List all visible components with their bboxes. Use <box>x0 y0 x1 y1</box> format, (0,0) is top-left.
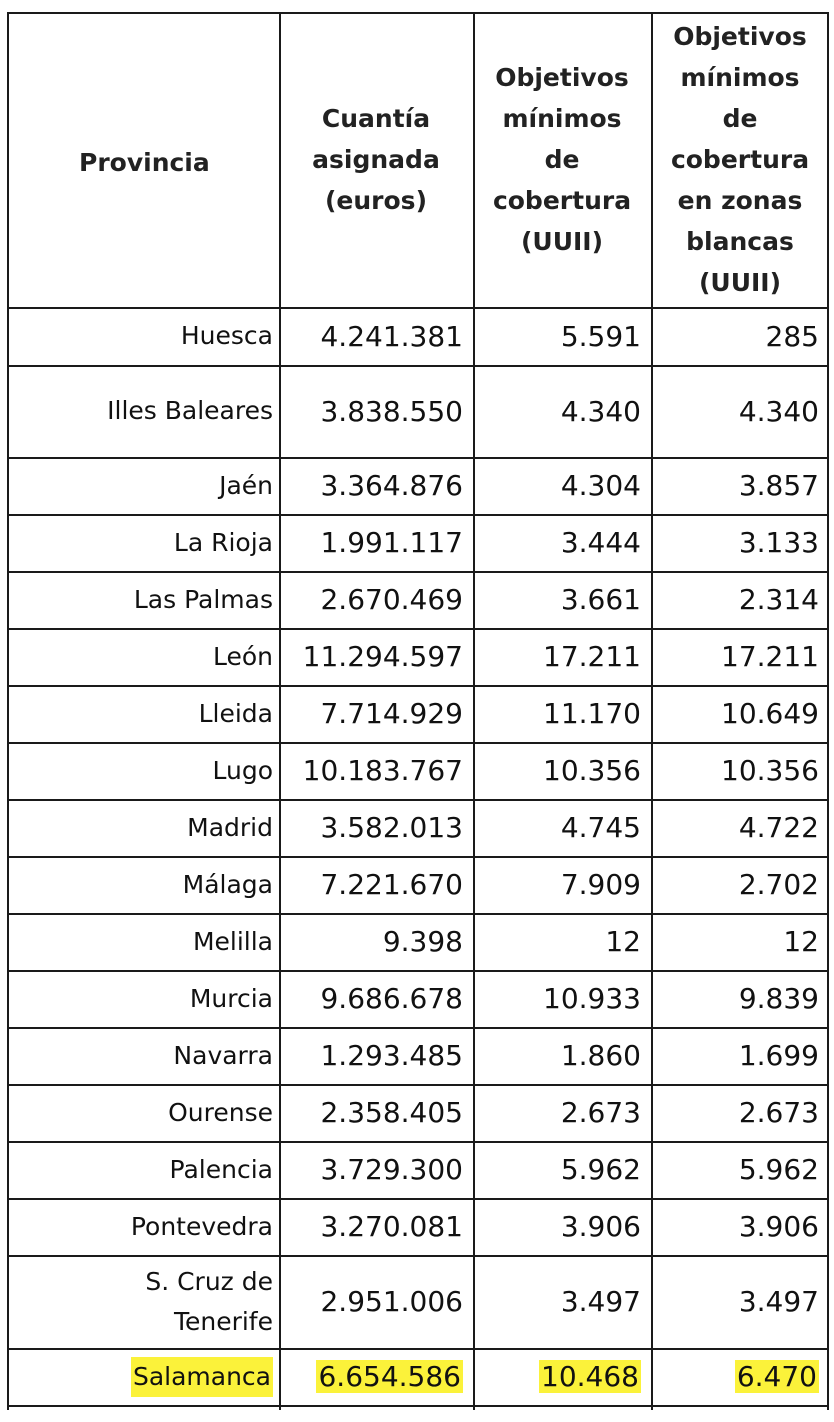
cell-zonas-blancas <box>651 742 829 799</box>
cell-cuantia <box>279 685 473 742</box>
table-row <box>7 571 829 628</box>
cell-zonas-blancas <box>651 1084 829 1141</box>
cell-provincia-text: Lugo <box>212 755 273 785</box>
cell-cuantia <box>279 307 473 365</box>
cell-cobertura <box>473 628 651 685</box>
cell-provincia-text: Huesca <box>180 321 273 350</box>
cell-cuantia <box>279 1084 473 1141</box>
cell-zonas-blancas <box>651 365 829 457</box>
cell-cuantia-text: 2.670.469 <box>320 583 463 616</box>
cell-cuantia-text: 4.241.381 <box>320 319 463 353</box>
table-row <box>7 913 829 970</box>
cell-cuantia <box>279 1141 473 1198</box>
cell-provincia <box>7 685 279 742</box>
table-row <box>7 856 829 913</box>
cell-cuantia-text: 9.398 <box>382 925 463 958</box>
cell-zonas-blancas-text: 4.722 <box>738 811 819 844</box>
cell-cobertura <box>473 1348 651 1405</box>
cell-cuantia <box>279 1348 473 1405</box>
cell-cuantia-text: 6.654.586 <box>318 1360 461 1393</box>
cell-cobertura <box>473 365 651 457</box>
table-row <box>7 685 829 742</box>
cell-cobertura <box>473 856 651 913</box>
cell-zonas-blancas <box>651 1027 829 1084</box>
cell-cuantia-text: 7.221.670 <box>320 868 463 901</box>
table-row <box>7 1027 829 1084</box>
cell-cuantia-text: 9.686.678 <box>320 982 463 1015</box>
table-row <box>7 799 829 856</box>
table-row <box>7 365 829 457</box>
cell-provincia-text: Ourense <box>168 1097 273 1127</box>
cell-cobertura <box>473 1027 651 1084</box>
cell-cobertura-text: 4.304 <box>560 469 641 502</box>
cell-zonas-blancas-text: 12 <box>783 925 819 958</box>
cell-provincia <box>7 457 279 514</box>
cell-zonas-blancas <box>651 1141 829 1198</box>
cell-zonas-blancas-text: 4.340 <box>738 394 819 428</box>
cell-zonas-blancas-text: 5.962 <box>738 1153 819 1186</box>
cell-zonas-blancas-text: 17.211 <box>721 640 819 673</box>
cell-cobertura-text: 2.673 <box>560 1096 641 1129</box>
cell-provincia <box>7 514 279 571</box>
header-objetivos-cobertura: Objetivos mínimos de cobertura (UUII) <box>492 63 632 256</box>
cell-cuantia-text: 3.364.876 <box>320 469 463 502</box>
cell-zonas-blancas <box>651 307 829 365</box>
cell-cobertura <box>473 742 651 799</box>
cell-cuantia-text: 11.294.597 <box>302 640 463 673</box>
cell-cuantia <box>279 571 473 628</box>
cell-cobertura-text: 3.444 <box>560 526 641 559</box>
cell-provincia <box>7 913 279 970</box>
cell-zonas-blancas-text: 6.470 <box>736 1360 817 1393</box>
table-row <box>7 1255 829 1348</box>
cell-provincia-text: Madrid <box>187 812 273 842</box>
cell-cobertura-text: 11.170 <box>543 697 641 730</box>
cell-cobertura-text: 4.340 <box>560 394 641 428</box>
cell-zonas-blancas-text: 10.649 <box>721 697 819 730</box>
header-cuantia-asignada: Cuantía asignada (euros) <box>312 104 440 215</box>
cell-zonas-blancas-text: 2.702 <box>738 868 819 901</box>
cell-cuantia <box>279 628 473 685</box>
cell-cobertura <box>473 457 651 514</box>
cell-provincia <box>7 365 279 457</box>
spreadsheet-table <box>7 12 829 1410</box>
table-row <box>7 457 829 514</box>
cell-zonas-blancas-text: 10.356 <box>721 754 819 787</box>
cell-cuantia <box>279 742 473 799</box>
cell-provincia-text: Murcia <box>189 983 273 1013</box>
cell-cobertura <box>473 799 651 856</box>
table-row <box>7 628 829 685</box>
cell-cuantia <box>279 1255 473 1348</box>
cell-cuantia-text: 2.358.405 <box>320 1096 463 1129</box>
cell-cuantia-text: 1.991.117 <box>320 526 463 559</box>
cell-provincia-text: Las Palmas <box>133 584 273 614</box>
cell-provincia <box>7 742 279 799</box>
cell-cobertura-text: 10.356 <box>543 754 641 787</box>
cell-cobertura <box>473 1255 651 1348</box>
cell-zonas-blancas <box>651 1255 829 1348</box>
cell-provincia <box>7 1141 279 1198</box>
cell-cobertura-text: 5.962 <box>560 1153 641 1186</box>
table-row <box>7 1084 829 1141</box>
cell-cuantia-text: 3.838.550 <box>320 394 463 428</box>
cell-cobertura-text: 4.745 <box>560 811 641 844</box>
cell-cuantia <box>279 1027 473 1084</box>
header-provincia: Provincia <box>79 148 210 177</box>
cell-cuantia <box>279 457 473 514</box>
cell-cobertura-text: 5.591 <box>560 319 641 353</box>
cell-cuantia <box>279 799 473 856</box>
cell-provincia-text: Málaga <box>182 869 273 899</box>
cell-cobertura <box>473 970 651 1027</box>
cell-provincia-text: Salamanca <box>131 1357 273 1397</box>
cell-cobertura <box>473 913 651 970</box>
cell-zonas-blancas <box>651 970 829 1027</box>
cell-cuantia-text: 2.951.006 <box>320 1285 463 1318</box>
cell-cobertura-text: 3.661 <box>560 583 641 616</box>
cell-provincia-text: Palencia <box>169 1154 273 1184</box>
cell-zonas-blancas <box>651 1348 829 1405</box>
cell-provincia-text: Jaén <box>219 470 273 500</box>
cell-provincia-text: Melilla <box>192 926 273 956</box>
table-row <box>7 1198 829 1255</box>
cell-provincia <box>7 307 279 365</box>
cell-cuantia <box>279 856 473 913</box>
cell-zonas-blancas <box>651 1198 829 1255</box>
cell-zonas-blancas-text: 3.133 <box>738 526 819 559</box>
cell-zonas-blancas <box>651 913 829 970</box>
cell-zonas-blancas-text: 3.497 <box>738 1285 819 1318</box>
cell-zonas-blancas <box>651 571 829 628</box>
cell-zonas-blancas-text: 2.673 <box>738 1096 819 1129</box>
cell-zonas-blancas-text: 3.857 <box>738 469 819 502</box>
table-row <box>7 970 829 1027</box>
cell-cuantia-text: 3.729.300 <box>320 1153 463 1186</box>
cell-zonas-blancas <box>651 685 829 742</box>
cell-cuantia-text: 10.183.767 <box>302 754 463 787</box>
cell-cobertura-text: 10.933 <box>543 982 641 1015</box>
table-row <box>7 742 829 799</box>
cell-zonas-blancas-text: 1.699 <box>738 1039 819 1072</box>
cell-zonas-blancas-text: 3.906 <box>738 1210 819 1243</box>
cell-cuantia <box>279 913 473 970</box>
cell-cobertura-text: 3.497 <box>560 1285 641 1318</box>
cell-provincia-text: Navarra <box>173 1040 273 1070</box>
cell-cobertura <box>473 307 651 365</box>
cell-provincia <box>7 1084 279 1141</box>
cell-zonas-blancas-text: 9.839 <box>738 982 819 1015</box>
cell-zonas-blancas <box>651 856 829 913</box>
cell-cuantia-text: 7.714.929 <box>320 697 463 730</box>
cell-cobertura-text: 7.909 <box>560 868 641 901</box>
cell-cuantia <box>279 970 473 1027</box>
cell-cobertura-text: 10.468 <box>541 1360 639 1393</box>
cell-cobertura <box>473 1084 651 1141</box>
cell-cuantia <box>279 1198 473 1255</box>
table-row <box>7 1141 829 1198</box>
cell-provincia <box>7 856 279 913</box>
left-margin <box>0 0 7 1422</box>
grid-line-horizontal <box>7 1405 829 1407</box>
cell-cobertura <box>473 1198 651 1255</box>
cell-provincia <box>7 1027 279 1084</box>
cell-cobertura-text: 12 <box>605 925 641 958</box>
cell-cuantia <box>279 365 473 457</box>
cell-cuantia-text: 1.293.485 <box>320 1039 463 1072</box>
cell-provincia-text: La Rioja <box>173 527 273 557</box>
cell-cuantia-text: 3.582.013 <box>320 811 463 844</box>
table-row <box>7 514 829 571</box>
cell-zonas-blancas <box>651 628 829 685</box>
cell-zonas-blancas <box>651 457 829 514</box>
cell-provincia <box>7 799 279 856</box>
cell-cobertura-text: 1.860 <box>560 1039 641 1072</box>
cell-provincia-text: León <box>212 641 273 671</box>
cell-cobertura <box>473 1141 651 1198</box>
cell-provincia <box>7 1198 279 1255</box>
cell-cobertura <box>473 571 651 628</box>
cell-cuantia-text: 3.270.081 <box>320 1210 463 1243</box>
cell-cobertura <box>473 514 651 571</box>
table-row <box>7 307 829 365</box>
cell-provincia <box>7 970 279 1027</box>
cell-zonas-blancas-text: 285 <box>765 319 819 353</box>
cell-zonas-blancas-text: 2.314 <box>738 583 819 616</box>
cell-provincia <box>7 628 279 685</box>
table-row <box>7 1348 829 1405</box>
cell-provincia <box>7 571 279 628</box>
cell-zonas-blancas <box>651 514 829 571</box>
cell-cuantia <box>279 514 473 571</box>
cell-zonas-blancas <box>651 799 829 856</box>
cell-provincia-text: Lleida <box>198 698 273 728</box>
header-objetivos-zonas-blancas: Objetivos mínimos de cobertura en zonas blancas (UUII) <box>670 22 810 297</box>
cell-cobertura <box>473 685 651 742</box>
cell-provincia-text: Illes Baleares <box>107 396 273 425</box>
cell-provincia <box>7 1255 279 1348</box>
cell-provincia-text: Pontevedra <box>130 1211 273 1241</box>
cell-cobertura-text: 17.211 <box>543 640 641 673</box>
cell-provincia-text: S. Cruz de Tenerife <box>145 1266 273 1336</box>
cell-provincia <box>7 1348 279 1405</box>
cell-cobertura-text: 3.906 <box>560 1210 641 1243</box>
